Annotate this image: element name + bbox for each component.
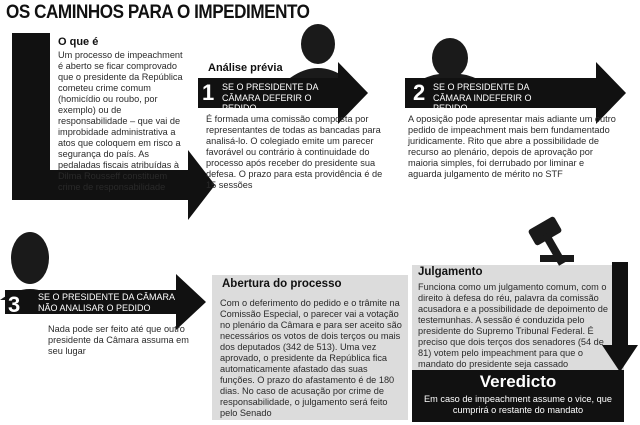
step-2-number: 2 bbox=[413, 80, 426, 105]
person-silhouette-3 bbox=[0, 232, 60, 300]
step-3-number: 3 bbox=[8, 292, 21, 317]
person-silhouette-1 bbox=[290, 24, 346, 78]
abertura-text: Com o deferimento do pedido e o trâmite na Comissão Especial, o parecer vai a votação no plenário da Câmara e para ser aceito são necessários os votos de dois terços ou mais dos deputados (342 de 513). Uma vez aprovado, o presidente da República fica automaticamente afastado das suas funções. O prazo do afastamento é de 180 dias. No caso de acusação por crime de responsabilidade, o julgamento será feito pelo Senado bbox=[220, 298, 402, 418]
gavel-icon bbox=[528, 216, 574, 266]
julgamento-heading: Julgamento bbox=[418, 266, 483, 278]
julgamento-text: Funciona como um julgamento comum, com o direito à defesa do réu, palavra da comissão acusadora e a possibilidade de depoimento de testemunhas. A sessão é conduzida pelo presidente do Supremo Tribunal Federal. É preciso que dois terços dos senadores (54 de 81) votem pelo impeachment para que o mandato do presidente seja cassado bbox=[418, 282, 609, 369]
step-3-text: Nada pode ser feito até que outro presidente da Câmara assuma em seu lugar bbox=[48, 324, 189, 356]
step-1-number: 1 bbox=[202, 80, 215, 105]
page-title: OS CAMINHOS PARA O IMPEDIMENTO bbox=[6, 2, 310, 23]
veredicto-heading: Veredicto bbox=[479, 372, 557, 391]
step-2-text: A oposição pode apresentar mais adiante um outro pedido de impeachment mais bem fundamentado juridicamente. Rito que abre a possibilidade de recurso ao plenário, depois de aprovação por maioria simples, foi derrubado por liminar e aguarda julgamento de mérito no STF bbox=[408, 114, 616, 179]
person-silhouette-2 bbox=[420, 38, 480, 80]
veredicto-text: Em caso de impeachment assume o vice, que cumprirá o restante do mandato bbox=[424, 394, 612, 415]
abertura-heading: Abertura do processo bbox=[222, 278, 342, 290]
oque-heading: O que é bbox=[58, 36, 99, 48]
analise-text: É formada uma comissão composta por representantes de todas as bancadas para analisá-lo. O colegiado emite um parecer favorável ou contrário à continuidade do processo após receber do presidente sua defesa. O prazo para esta providência é de 15 sessões bbox=[206, 114, 383, 190]
step-1-label: SE O PRESIDENTE DA CÂMARA DEFERIR O PEDIDO bbox=[222, 82, 319, 113]
step-3-label: SE O PRESIDENTE DA CÂMARA NÃO ANALISAR O PEDIDO bbox=[38, 292, 175, 313]
step-2-label: SE O PRESIDENTE DA CÂMARA INDEFERIR O PEDIDO bbox=[433, 82, 532, 113]
analise-heading: Análise prévia bbox=[208, 62, 283, 74]
oque-text: Um processo de impeachment é aberto se ficar comprovado que o presidente da República cometeu crime comum (homicídio ou roubo, por exemplo) ou de responsabilidade – que vai de improbidade administrativa a atos que coloquem em risco a segurança do país. As pedaladas fiscais atribuídas à Dilma Rousseff constituem crime de responsabilidade bbox=[58, 50, 183, 192]
